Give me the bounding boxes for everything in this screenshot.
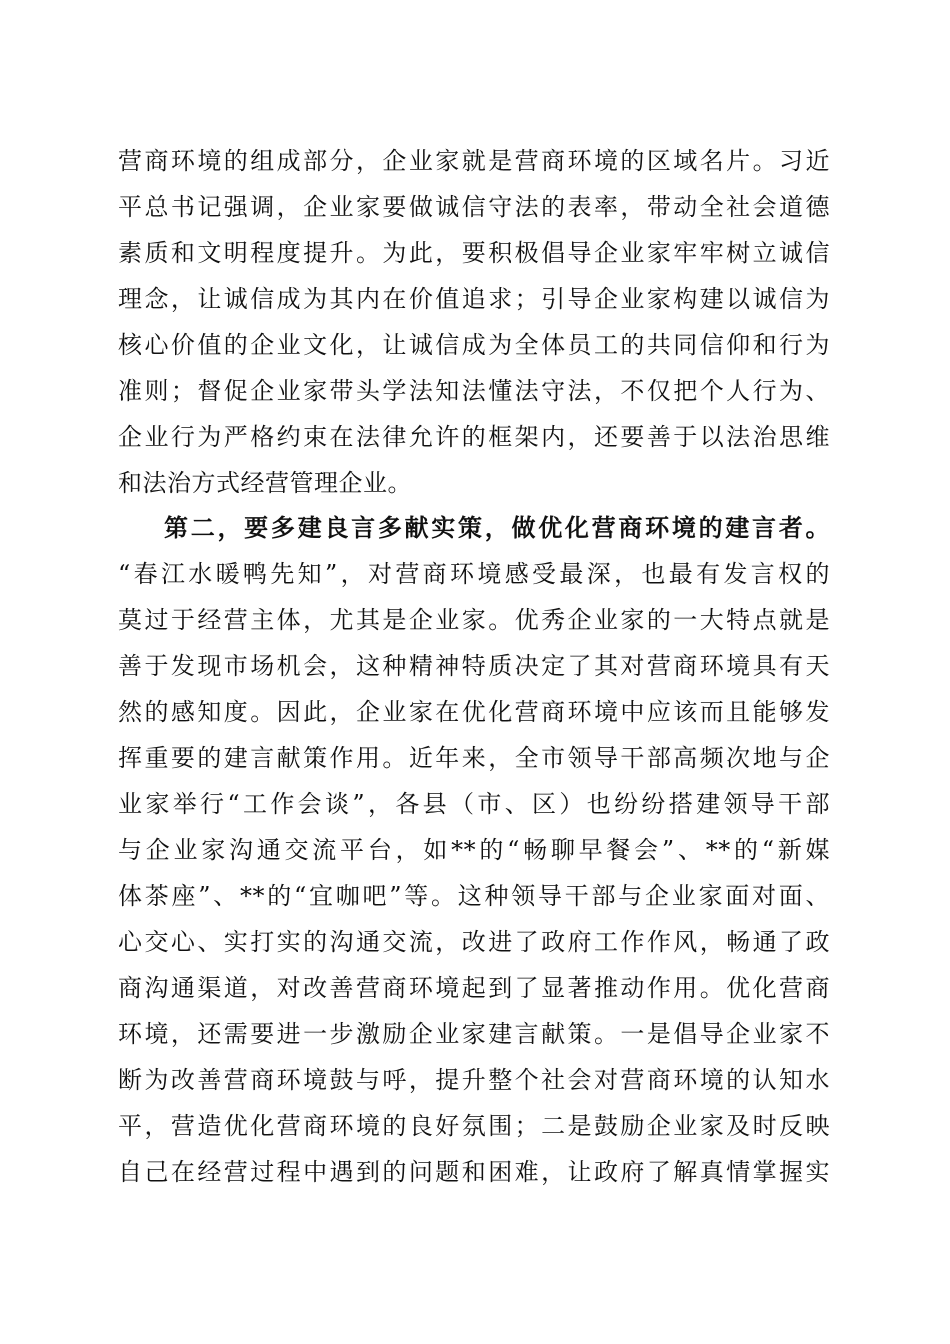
- paragraph-line: 断为改善营商环境鼓与呼，提升整个社会对营商环境的认知水: [118, 1066, 830, 1094]
- paragraph-line: 准则；督促企业家带头学法知法懂法守法，不仅把个人行为、: [118, 377, 830, 405]
- paragraph-line: 素质和文明程度提升。为此，要积极倡导企业家牢牢树立诚信: [118, 239, 830, 267]
- paragraph-line: “春江水暖鸭先知”，对营商环境感受最深，也最有发言权的: [118, 560, 830, 588]
- paragraph-line: 和法治方式经营管理企业。: [118, 469, 412, 497]
- paragraph-line: 平总书记强调，企业家要做诚信守法的表率，带动全社会道德: [118, 193, 830, 221]
- paragraph-line: 莫过于经营主体，尤其是企业家。优秀企业家的一大特点就是: [118, 606, 830, 634]
- paragraph-line: 然的感知度。因此，企业家在优化营商环境中应该而且能够发: [118, 698, 830, 726]
- paragraph-line: 业家举行“工作会谈”，各县（市、区）也纷纷搭建领导干部: [118, 790, 830, 818]
- paragraph-line: 营商环境的组成部分，企业家就是营商环境的区域名片。习近: [118, 147, 830, 175]
- paragraph-advice: [118, 505, 830, 1195]
- paragraph-line: 自己在经营过程中遇到的问题和困难，让政府了解真情掌握实: [118, 1158, 830, 1186]
- paragraph-line: 企业行为严格约束在法律允许的框架内，还要善于以法治思维: [118, 423, 830, 451]
- paragraph-line: 环境，还需要进一步激励企业家建言献策。一是倡导企业家不: [118, 1020, 830, 1048]
- paragraph-line: 核心价值的企业文化，让诚信成为全体员工的共同信仰和行为: [118, 331, 830, 359]
- paragraph-line: 心交心、实打实的沟通交流，改进了政府工作作风，畅通了政: [118, 928, 830, 956]
- paragraph-line: 商沟通渠道，对改善营商环境起到了显著推动作用。优化营商: [118, 974, 830, 1002]
- paragraph-line: 与企业家沟通交流平台，如**的“畅聊早餐会”、**的“新媒: [118, 836, 830, 864]
- paragraph-line: 善于发现市场机会，这种精神特质决定了其对营商环境具有天: [118, 652, 830, 680]
- paragraph-line: 平，营造优化营商环境的良好氛围；二是鼓励企业家及时反映: [118, 1112, 830, 1140]
- paragraph-line: 挥重要的建言献策作用。近年来，全市领导干部高频次地与企: [118, 744, 830, 772]
- paragraph-line: 理念，让诚信成为其内在价值追求；引导企业家构建以诚信为: [118, 285, 830, 313]
- paragraph-integrity: [118, 138, 830, 506]
- section-heading: 第二，要多建良言多献实策，做优化营商环境的建言者。: [164, 513, 830, 542]
- paragraph-line: 体茶座”、**的“宜咖吧”等。这种领导干部与企业家面对面、: [118, 882, 830, 910]
